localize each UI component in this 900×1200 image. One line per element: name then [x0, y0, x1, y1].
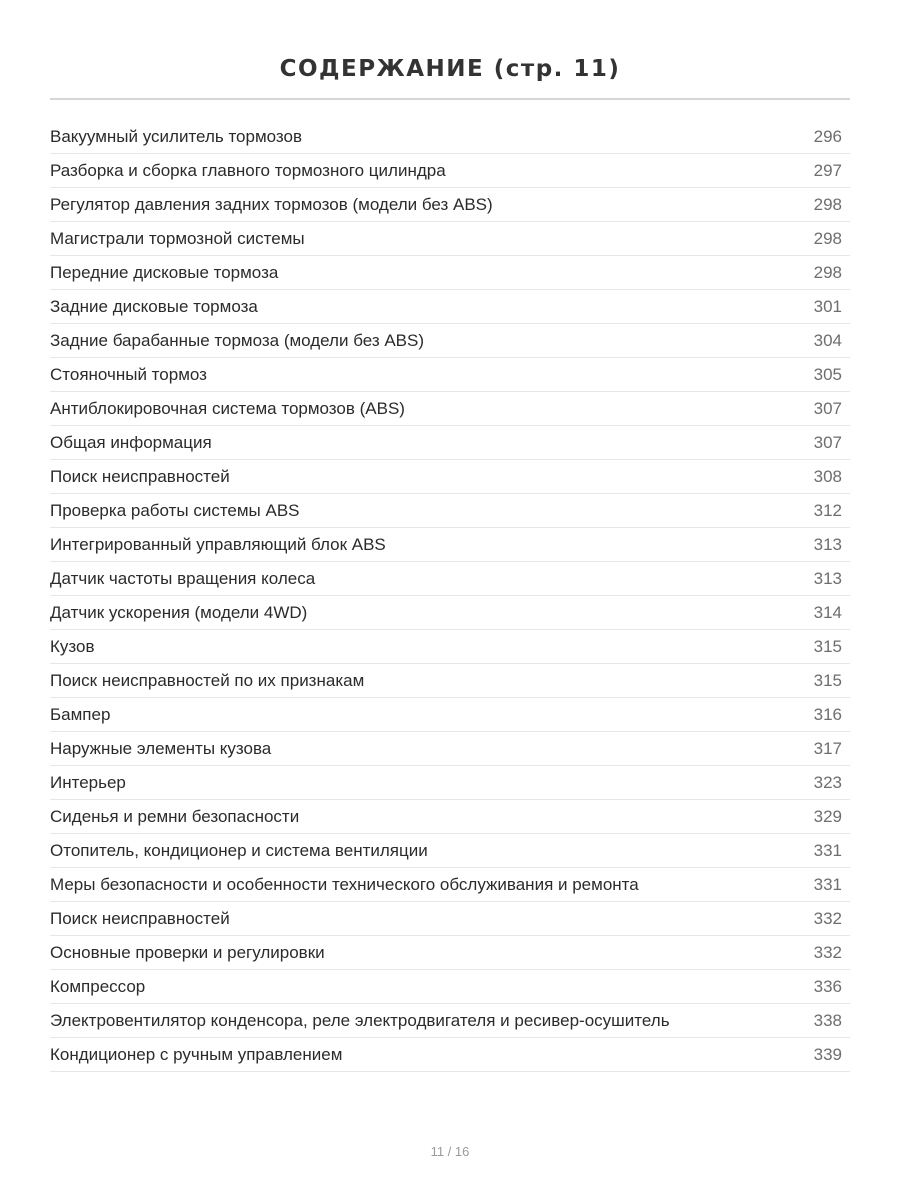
toc-entry[interactable] — [50, 528, 850, 562]
toc-entry-title: Вакуумный усилитель тормозов — [50, 127, 302, 146]
toc-entry[interactable] — [50, 630, 850, 664]
toc-entry-title: Электровентилятор конденсора, реле электродвигателя и ресивер-осушитель — [50, 1011, 670, 1030]
toc-entry[interactable] — [50, 290, 850, 324]
toc-entry[interactable] — [50, 392, 850, 426]
toc-entry[interactable] — [50, 732, 850, 766]
toc-entry-title: Датчик частоты вращения колеса — [50, 569, 316, 588]
toc-entry-page: 317 — [813, 739, 842, 758]
toc-entry[interactable] — [50, 324, 850, 358]
toc-entry[interactable] — [50, 800, 850, 834]
toc-entry[interactable] — [50, 868, 850, 902]
toc-entry-page: 339 — [813, 1045, 842, 1064]
toc-entry-title: Сиденья и ремни безопасности — [50, 807, 300, 826]
toc-entry-title: Задние барабанные тормоза (модели без ABS) — [50, 331, 425, 350]
page-indicator: 11 / 16 — [430, 1144, 470, 1159]
toc-entry-page: 323 — [813, 773, 842, 792]
toc-entry-title: Проверка работы системы ABS — [50, 501, 300, 520]
toc-entry-title: Задние дисковые тормоза — [50, 297, 258, 316]
toc-entry[interactable] — [50, 970, 850, 1004]
toc-entry-title: Отопитель, кондиционер и система вентиляции — [50, 841, 428, 860]
toc-entry[interactable] — [50, 698, 850, 732]
toc-entry-title: Поиск неисправностей — [50, 909, 230, 928]
toc-entry-page: 308 — [813, 467, 842, 486]
toc-entry-page: 314 — [813, 603, 842, 622]
toc-entry[interactable] — [50, 358, 850, 392]
toc-entry-title: Наружные элементы кузова — [50, 739, 272, 758]
toc-entry-title: Стояночный тормоз — [50, 365, 207, 384]
toc-entry-title: Бампер — [50, 705, 111, 724]
toc-entry-title: Поиск неисправностей по их признакам — [50, 671, 365, 690]
toc-entry-page: 307 — [813, 433, 842, 452]
toc-entry-page: 315 — [813, 637, 842, 656]
toc-entry-page: 305 — [813, 365, 842, 384]
toc-entry-page: 297 — [813, 161, 842, 180]
toc-entry-page: 315 — [813, 671, 842, 690]
page-title: СОДЕРЖАНИЕ (стр. 11) — [279, 56, 621, 83]
toc-entry-page: 336 — [813, 977, 842, 996]
toc-entry[interactable] — [50, 154, 850, 188]
toc-entry[interactable] — [50, 1004, 850, 1038]
toc-entry-title: Компрессор — [50, 977, 146, 996]
toc-entry-title: Магистрали тормозной системы — [50, 229, 305, 248]
toc-entry[interactable] — [50, 834, 850, 868]
toc-entry[interactable] — [50, 664, 850, 698]
toc-list — [50, 120, 850, 1072]
toc-entry-page: 307 — [813, 399, 842, 418]
toc-entry[interactable] — [50, 460, 850, 494]
toc-entry[interactable] — [50, 562, 850, 596]
title-divider — [50, 98, 850, 100]
toc-entry-page: 296 — [813, 127, 842, 146]
toc-entry-title: Интерьер — [50, 773, 126, 792]
toc-entry-title: Антиблокировочная система тормозов (ABS) — [50, 399, 405, 418]
toc-entry-title: Интегрированный управляющий блок ABS — [50, 535, 386, 554]
toc-entry-title: Основные проверки и регулировки — [50, 943, 325, 962]
toc-entry[interactable] — [50, 222, 850, 256]
toc-entry[interactable] — [50, 766, 850, 800]
toc-entry-page: 332 — [813, 943, 842, 962]
toc-entry-page: 338 — [813, 1011, 842, 1030]
toc-entry-page: 332 — [813, 909, 842, 928]
toc-entry-page: 316 — [813, 705, 842, 724]
toc-entry-title: Кондиционер с ручным управлением — [50, 1045, 343, 1064]
toc-entry-title: Поиск неисправностей — [50, 467, 230, 486]
toc-entry-page: 312 — [813, 501, 842, 520]
toc-entry[interactable] — [50, 188, 850, 222]
toc-entry-page: 298 — [813, 195, 842, 214]
toc-entry-page: 298 — [813, 229, 842, 248]
toc-entry[interactable] — [50, 120, 850, 154]
toc-entry-page: 301 — [813, 297, 842, 316]
toc-entry[interactable] — [50, 256, 850, 290]
toc-entry-title: Передние дисковые тормоза — [50, 263, 279, 282]
toc-entry[interactable] — [50, 494, 850, 528]
toc-entry-page: 313 — [813, 535, 842, 554]
toc-entry-page: 331 — [813, 875, 842, 894]
toc-entry-title: Общая информация — [50, 433, 212, 452]
toc-entry[interactable] — [50, 936, 850, 970]
toc-entry-title: Кузов — [50, 637, 95, 656]
toc-entry[interactable] — [50, 596, 850, 630]
toc-entry-title: Датчик ускорения (модели 4WD) — [50, 603, 308, 622]
toc-entry[interactable] — [50, 426, 850, 460]
toc-entry-page: 331 — [813, 841, 842, 860]
toc-entry-page: 313 — [813, 569, 842, 588]
toc-entry[interactable] — [50, 1038, 850, 1072]
toc-entry-title: Регулятор давления задних тормозов (модели без ABS) — [50, 195, 493, 214]
toc-entry-page: 298 — [813, 263, 842, 282]
toc-entry-title: Разборка и сборка главного тормозного цилиндра — [50, 161, 446, 180]
toc-entry-title: Меры безопасности и особенности технического обслуживания и ремонта — [50, 875, 639, 894]
toc-entry[interactable] — [50, 902, 850, 936]
toc-entry-page: 304 — [813, 331, 842, 350]
toc-entry-page: 329 — [813, 807, 842, 826]
